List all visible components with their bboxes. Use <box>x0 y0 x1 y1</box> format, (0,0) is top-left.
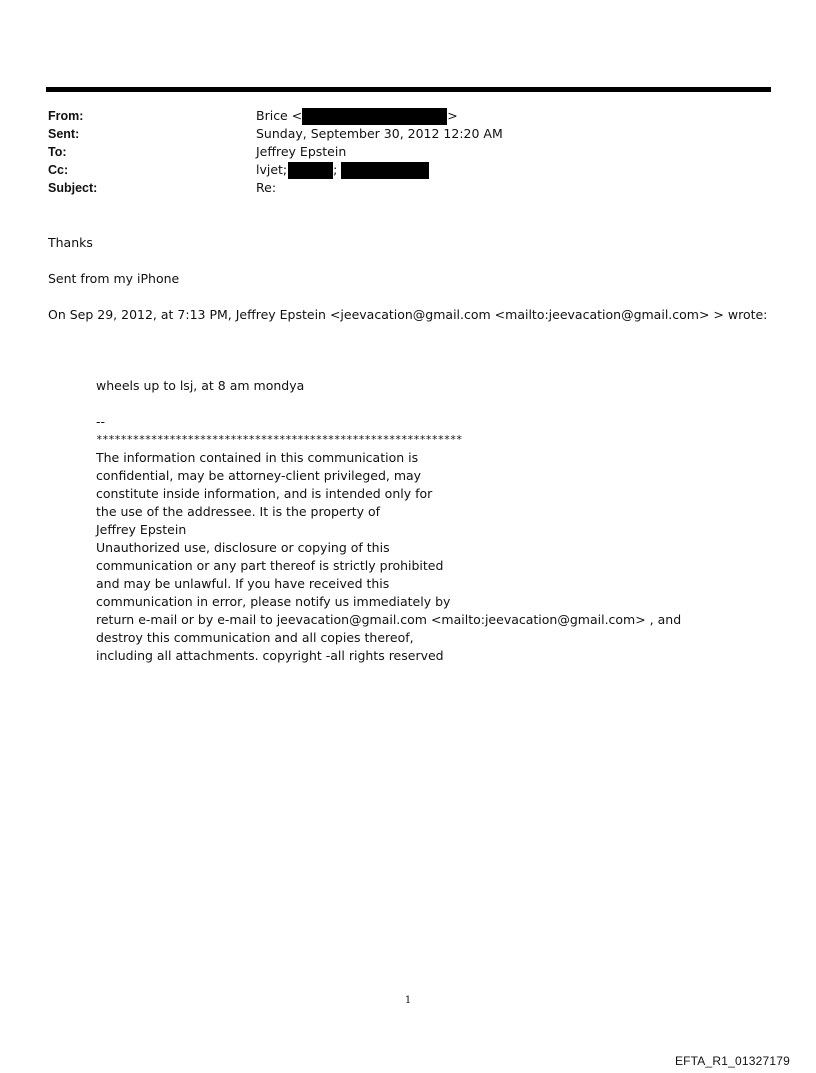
reply-intro: On Sep 29, 2012, at 7:13 PM, Jeffrey Epstein <jeevacation@gmail.com <mailto:jeevacation@gmail.com> > wrote: <box>48 307 768 322</box>
page-number: 1 <box>404 995 412 1006</box>
redaction-box <box>341 162 429 179</box>
disclaimer-line: Unauthorized use, disclosure or copying of this <box>96 540 390 555</box>
redaction-box <box>288 162 333 179</box>
disclaimer-line: the use of the addressee. It is the property of <box>96 504 381 519</box>
asterisk-separator: ************************************************************ <box>96 433 463 446</box>
disclaimer-line: confidential, may be attorney-client privileged, may <box>96 468 422 483</box>
disclaimer-line: return e-mail or by e-mail to jeevacation@gmail.com <mailto:jeevacation@gmail.com> , and <box>96 612 682 627</box>
redaction-box <box>302 108 447 125</box>
disclaimer-line: communication or any part thereof is strictly prohibited <box>96 558 444 573</box>
spacer-line <box>96 395 681 413</box>
quoted-text: wheels up to lsj, at 8 am mondya <box>96 378 305 393</box>
disclaimer-line: Jeffrey Epstein <box>96 522 187 537</box>
disclaimer-line: The information contained in this communication is <box>96 450 419 465</box>
disclaimer-line: including all attachments. copyright -all rights reserved <box>96 648 444 663</box>
sent-label: Sent: <box>48 127 80 141</box>
sent-value: Sunday, September 30, 2012 12:20 AM <box>256 126 503 141</box>
cc-label: Cc: <box>48 163 69 177</box>
quoted-message <box>96 377 681 665</box>
disclaimer-line: constitute inside information, and is intended only for <box>96 486 433 501</box>
from-name: Brice < <box>256 108 303 123</box>
subject-value: Re: <box>256 180 277 195</box>
disclaimer-line: and may be unlawful. If you have received this <box>96 576 390 591</box>
to-label: To: <box>48 145 67 159</box>
from-close: > <box>447 108 458 123</box>
signature-text: Sent from my iPhone <box>48 271 180 286</box>
from-label: From: <box>48 109 84 123</box>
greeting-text: Thanks <box>48 235 93 250</box>
to-value: Jeffrey Epstein <box>256 144 347 159</box>
disclaimer-line: communication in error, please notify us immediately by <box>96 594 451 609</box>
cc-value <box>256 161 429 179</box>
from-value <box>256 107 458 125</box>
signature-dash: -- <box>96 414 106 429</box>
header-divider <box>46 87 771 92</box>
cc-separator: ; <box>333 162 338 177</box>
cc-first: lvjet; <box>256 162 288 177</box>
disclaimer-line: destroy this communication and all copies thereof, <box>96 630 414 645</box>
subject-label: Subject: <box>48 181 98 195</box>
document-id: EFTA_R1_01327179 <box>674 1054 790 1068</box>
